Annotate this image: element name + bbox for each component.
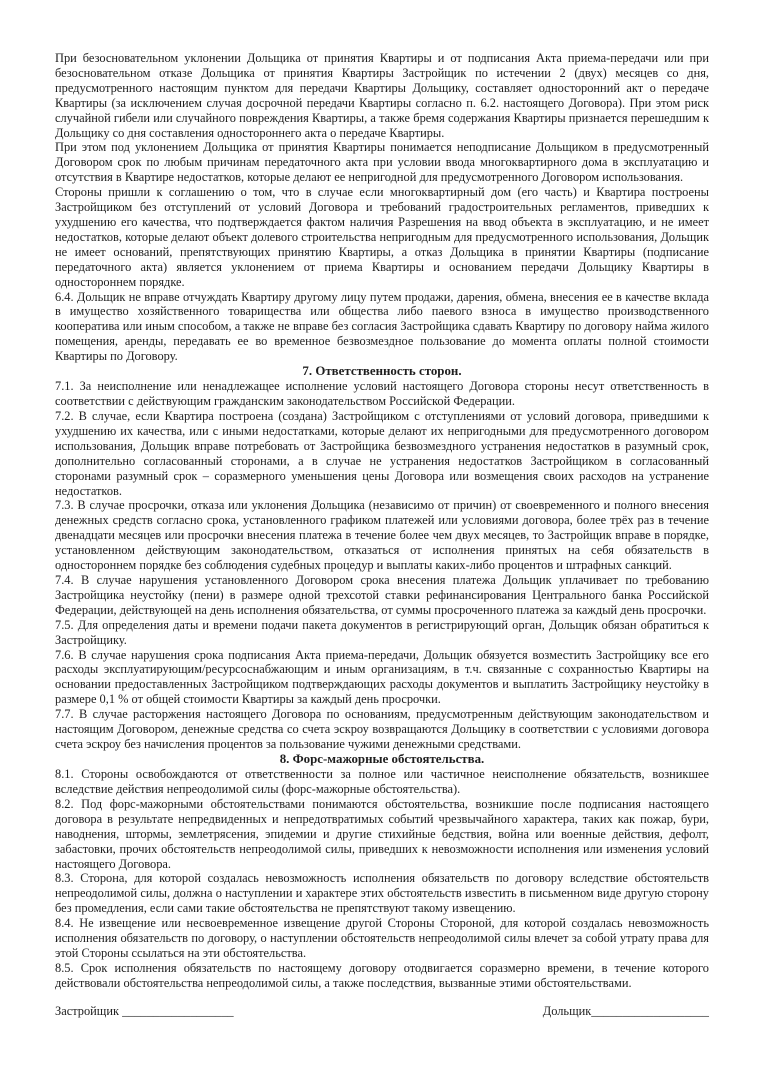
clause-7-5: 7.5. Для определения даты и времени подачи пакета документов в регистрирующий орган, Дольщик обязан обратиться к Застройщику.: [55, 617, 709, 647]
clause-8-4: 8.4. Не извещение или несвоевременное извещение другой Стороны Стороной, для которой создалась невозможность исполнения обязательств по договору, о наступлении обстоятельств непреодолимой силы влечет за собой утрату права для этой Стороны ссылаться на эти обстоятельства.: [55, 916, 709, 960]
section-8-heading: 8. Форс-мажорные обстоятельства.: [279, 751, 485, 766]
clause-6-4: 6.4. Дольщик не вправе отчуждать Квартиру другому лицу путем продажи, дарения, обмена, внесения ее в качестве вклада в имущество хозяйственного товарищества или общества либо паевого взноса в имущество производственного кооператива или иным способом, а также не вправе без согласия Застройщика сдавать Квартиру по договору найма жилого помещения, аренды, передавать ее во временное безвозмездное пользование до момента оплаты полной стоимости Квартиры по Договору.: [55, 289, 709, 364]
developer-signature-line: Застройщик __________________: [55, 1003, 234, 1018]
clause-7-3: 7.3. В случае просрочки, отказа или уклонения Дольщика (независимо от причин) от своевременного и полного внесения денежных средств согласно срока, установленного графиком платежей или условиями договора, более трёх раз в течение двенадцати месяцев или просрочки внесения платежа в течение более чем двух месяцев, то Застройщик вправе в порядке, установленном действующим законодательством, отказаться от исполнения принятых на себя обязательств в одностороннем порядке без соблюдения судебных процедур и выплаты каких-либо процентов и штрафных санкций.: [55, 498, 709, 573]
clause-7-1: 7.1. За неисполнение или ненадлежащее исполнение условий настоящего Договора стороны несут ответственность в соответствии с действующим гражданским законодательством Российской Федерации.: [55, 379, 709, 409]
clause-7-7: 7.7. В случае расторжения настоящего Договора по основаниям, предусмотренным действующим законодательством и настоящим Договором, денежные средства со счета эскроу возвращаются Дольщику в соответствии с условиями договора счета эскроу без начисления процентов за пользование чужими денежными средствами.: [55, 707, 709, 751]
clause-8-2: 8.2. Под форс-мажорными обстоятельствами понимаются обстоятельства, возникшие после подписания настоящего договора в результате непредвиденных и непредотвратимых событий чрезвычайного характера, таких как пожар, бури, наводнения, штормы, землетрясения, эпидемии и другие стихийные бедствия, война или военные действия, дефолт, забастовки, прочих обстоятельств непреодолимой силы, приведших к невозможности исполнения или изменения условий настоящего Договора.: [55, 796, 709, 871]
clause-8-5: 8.5. Срок исполнения обязательств по настоящему договору отодвигается соразмерно времени, в течение которого действовали обстоятельства непреодолимой силы, а также последствия, вызванные этими обстоятельствами.: [55, 960, 709, 990]
paragraph-evasion-definition: При этом под уклонением Дольщика от принятия Квартиры понимается неподписание Дольщиком в предусмотренный Договором срок по любым причинам передаточного акта при условии ввода многоквартирного дома в эксплуатацию и отсутствия в Квартире недостатков, которые делают ее непригодной для предусмотренного Договором использования.: [55, 140, 709, 185]
clause-7-2: 7.2. В случае, если Квартира построена (создана) Застройщиком с отступлениями от условий договора, приведшими к ухудшению их качества, или с иными недостатками, которые делают их непригодными для предусмотренного договором использования, Дольщик вправе потребовать от Застройщика безвозмездного устранения недостатков в разумный срок, дополнительно согласованный сторонами, а в случае не устранения недостатков Застройщиком в согласованный сторонами разумный срок – соразмерного уменьшения цены Договора или возмещения своих расходов на устранение недостатков.: [55, 409, 709, 498]
section-7-heading: 7. Ответственность сторон.: [302, 364, 462, 379]
paragraph-no-defects-agreement: Стороны пришли к соглашению о том, что в случае если многоквартирный дом (его часть) и Квартира построены Застройщиком без отступлений от условий Договора и требований градостроительных регламентов, приведших к ухудшению его качества, что подтверждается фактом наличия Разрешения на ввод объекта в эксплуатацию, и не имеет недостатков, которые делают объект долевого строительства непригодным для предусмотренного использования, Дольщик не имеет оснований, препятствующих принятию Квартиры, а отказ Дольщика в принятии Квартиры (подписание передаточного акта) является уклонением от приема Квартиры и основанием передачи Дольщику Квартиры в одностороннем порядке.: [55, 185, 709, 289]
clause-8-3: 8.3. Сторона, для которой создалась невозможность исполнения обязательств по договору вследствие обстоятельств непреодолимой силы, должна о наступлении и характере этих обстоятельств известить в письменном виде другую сторону без промедления, если сами такие обстоятельства не препятствуют такому извещению.: [55, 871, 709, 916]
signature-row: [55, 1004, 709, 1019]
clause-7-4: 7.4. В случае нарушения установленного Договором срока внесения платежа Дольщик уплачивает по требованию Застройщика неустойку (пени) в размере одной трехсотой ставки рефинансирования Центрального банка Российской Федерации, действующей на день исполнения обязательства, от суммы просроченного платежа за каждый день просрочки.: [55, 573, 709, 617]
paragraph-acceptance-evasion: При безосновательном уклонении Дольщика от принятия Квартиры и от подписания Акта приема-передачи или при безосновательном отказе Дольщика от принятия Квартиры Застройщик по истечении 2 (двух) месяцев со дня, предусмотренного настоящим пунктом для передачи Квартиры Дольщику, составляет односторонний акт о передаче Квартиры (за исключением случая досрочной передачи Квартиры согласно п. 6.2. настоящего Договора). При этом риск случайной гибели или случайного повреждения Квартиры, а также бремя содержания Квартиры признается перешедшим к Дольщику со дня составления одностороннего акта о передаче Квартиры.: [55, 51, 709, 140]
clause-7-6: 7.6. В случае нарушения срока подписания Акта приема-передачи, Дольщик обязуется возместить Застройщику все его расходы эксплуатирующим/ресурсоснабжающим и иным организациям, в т.ч. связанные с сохранностью Квартиры на основании предоставленных Застройщиком подтверждающих расходы документов и выплатить Застройщику неустойку в размере 0,1 % от общей стоимости Квартиры за каждый день просрочки.: [55, 647, 709, 707]
clause-8-1: 8.1. Стороны освобождаются от ответственности за полное или частичное неисполнение обязательств, возникшее вследствие действия непреодолимой силы (форс-мажорные обстоятельства).: [55, 767, 709, 796]
shareholder-signature-line: Дольщик___________________: [542, 1003, 709, 1018]
